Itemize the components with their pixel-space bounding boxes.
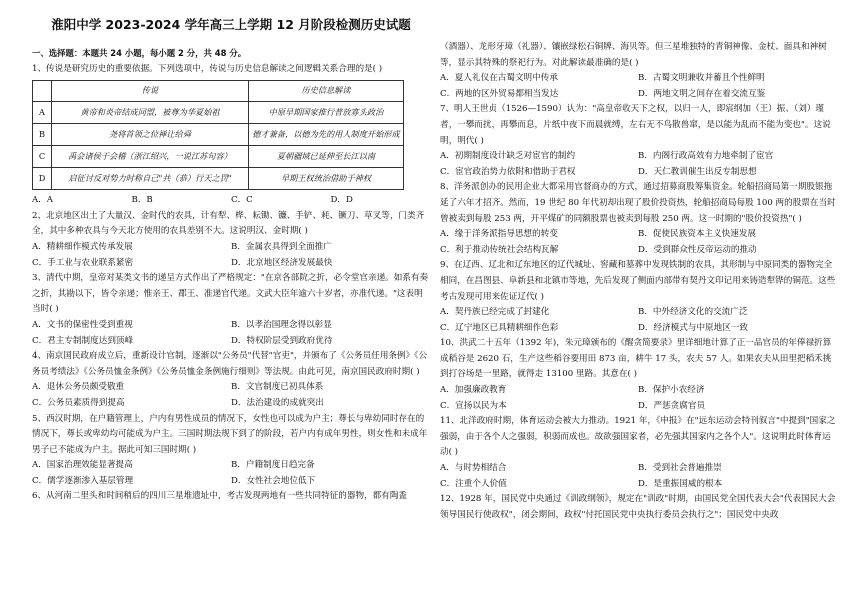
option-d[interactable]: D．女性社会地位低下 xyxy=(231,475,316,486)
row-legend: 启征讨反对势力时称自己"共（恭）行天之罚" xyxy=(52,168,249,190)
table-row xyxy=(33,146,404,168)
question-11-stem: 11、北洋政府时期，体育运动会被大力推动。1921 年，《申报》在"远东运动会特刊叙言"中提到"国家之强弱，由于各个人之强弱，积弱而成也。故欲强国家者，必先强其国家内之各个人"。这说明此时体育运动( ) xyxy=(440,416,836,458)
option-c[interactable]: C．公务员素质得到提高 xyxy=(32,397,125,408)
option-b[interactable]: B．B xyxy=(131,195,153,206)
option-c[interactable]: C．儒学逐渐渗入基层管理 xyxy=(32,475,134,486)
question-1-options xyxy=(32,193,430,209)
question-2-options xyxy=(32,240,430,271)
question-7-stem: 7、明人王世贞（1526—1590）认为："高皇帝收天下之权，以归一人，即宸纲加（王）振、（刘）瑾者，一攀而扰，再攀而息，片纸中夜下而晨就缚，左右无不鸟散兽窜，是以能为乱而不能为变也"。这说明，明代( ) xyxy=(440,104,831,146)
option-b[interactable]: B．金属农具得到全面推广 xyxy=(231,241,332,252)
option-c[interactable]: C．两地的区外贸易都相当发达 xyxy=(440,88,559,99)
question-5-options xyxy=(32,458,430,489)
option-b[interactable]: B．受到社会普遍推崇 xyxy=(638,463,722,474)
right-column xyxy=(440,40,836,523)
row-key: B xyxy=(33,124,52,146)
option-d[interactable]: D．北京地区经济发展最快 xyxy=(231,257,333,268)
option-d[interactable]: D．D xyxy=(330,195,353,206)
section-heading: 一、选择题：本题共 24 小题，每小题 2 分，共 48 分。 xyxy=(32,48,247,58)
option-a[interactable]: A．退休公务员颇受敬重 xyxy=(32,382,125,393)
question-9-stem: 9、在辽西、辽北和辽东地区的辽代城址、窖藏和墓葬中发现铁制的农具，其形制与中原同类的器物完全相同，在昌图县、阜新县和北镇市等地，先后发现了侧面内部带有契丹文印记用来铸造犁铧的铜范。这些考古发现可用来佐证辽代( ) xyxy=(440,260,836,302)
option-b[interactable]: B．古蜀文明兼收并蓄且个性鲜明 xyxy=(638,73,765,84)
option-a[interactable]: A．国家治理效能显著提高 xyxy=(32,460,133,471)
option-b[interactable]: B．内阁行政高效有力地牵制了宦官 xyxy=(638,151,774,162)
question-12-stem: 12、1928 年，国民党中央通过《训政纲领》，规定在"训政"时期，由国民党全国代表大会"代表国民大会领导国民行使政权"，闭会期间，政权"付托国民党中央执行委员会执行之"；国民党中央政 xyxy=(440,494,836,520)
option-a[interactable]: A．精耕细作模式传承发展 xyxy=(32,241,133,252)
option-b[interactable]: B．促使民族资本主义快速发展 xyxy=(638,229,757,240)
option-a[interactable]: A．缘于洋务派指导思想的转变 xyxy=(440,229,558,240)
row-reading: 早期王权统治借助于神权 xyxy=(249,168,404,190)
option-a[interactable]: A．初期制度设计缺乏对宦官的制约 xyxy=(440,151,576,162)
question-2-stem: 2、北京地区出土了大量汉、金时代的农具，计有犁、桦、耘锄、镰、手铲、耗、镢刀、草叉等，门类齐全，其中多种农具与今天北方使用的农具差别不大。这说明汉、金时期( ) xyxy=(32,210,425,237)
exam-title: 淮阳中学 2023-2024 学年高三上学期 12 月阶段检测历史试题 xyxy=(51,17,411,32)
option-c[interactable]: C．手工业与农业联系紧密 xyxy=(32,257,134,268)
question-11-options xyxy=(440,461,836,492)
option-d[interactable]: D．两地文明之间存在着交流互鉴 xyxy=(638,88,766,99)
option-a[interactable]: A．文书的保密性受到重视 xyxy=(32,319,133,330)
option-b[interactable]: B．中外经济文化的交流广泛 xyxy=(638,307,748,318)
option-d[interactable]: D．法治建设的成就突出 xyxy=(231,397,324,408)
option-c[interactable]: C．宣扬以民为本 xyxy=(440,400,507,411)
question-7-options xyxy=(440,149,836,180)
left-column xyxy=(32,0,430,505)
option-d[interactable]: D．是重振国威的根本 xyxy=(638,478,723,489)
option-c[interactable]: C．C xyxy=(231,195,253,206)
question-3-options xyxy=(32,318,430,349)
row-reading: 中原早期国家推行普放寡头政治 xyxy=(249,102,404,124)
option-a[interactable]: A．加强廉政教育 xyxy=(440,385,507,396)
option-b[interactable]: B．以孝治国理念得以彰显 xyxy=(231,319,332,330)
question-1-table xyxy=(32,80,404,190)
row-legend: 禹会诸侯于会稽（浙江绍兴，一说江苏句容） xyxy=(52,146,249,168)
question-6-options xyxy=(440,71,836,102)
table-corner-cell xyxy=(33,81,52,102)
row-key: A xyxy=(33,102,52,124)
option-c[interactable]: C．注重个人价值 xyxy=(440,478,507,489)
option-a[interactable]: A．夏人礼仪在古蜀文明中传承 xyxy=(440,73,558,84)
question-3-stem: 3、清代中期，皇帝对某类文书的递呈方式作出了严格规定："在京各部院之折，必令堂官亲递。如系有奏之折，其勘以下，皆令亲递；惟亲王、郡王、准递官代递。文武大臣年逾六十岁者，亦准代递。"这表明当时( ) xyxy=(32,273,429,315)
table-row xyxy=(33,124,404,146)
option-a[interactable]: A．A xyxy=(32,195,54,206)
question-9-options xyxy=(440,305,836,336)
option-d[interactable]: D．受到群众性反帝运动的推动 xyxy=(638,244,757,255)
question-6-stem-cont: （酒器）、龙形牙璋（礼器）、镶嵌绿松石铜牌、海贝等。但三星堆独特的青铜神像、金杖、面具和神树等，显示其特殊的祭祀行为。对此解读最准确的是( ) xyxy=(440,42,827,68)
option-b[interactable]: B．保护小农经济 xyxy=(638,385,705,396)
option-d[interactable]: D．严惩贪腐官员 xyxy=(638,400,706,411)
question-4-stem: 4、南京国民政府成立后，重新设计官制，逐渐以"公务员"代替"官吏"，并颁布了《公务员任用条例》《公务员考绩法》《公务员恤金条例》《公务员恤金条例施行细则》等法规。由此可见，南京国民政府时期( ) xyxy=(32,351,428,377)
question-8-stem: 8、洋务派创办的民用企业大都采用官督商办的方式，通过招募商股筹集资金。轮船招商局第一期股银拖延了六年才招齐。然而，19 世纪 80 年代初却出现了股价投资热，轮船招商局每股 100 两的股票在当时曾被卖到每股 253 两，开平煤矿的同额股票也被卖到每股 250 两。这一时期的"股价投资热"( ) xyxy=(440,182,836,224)
table-header-legend: 传说 xyxy=(52,81,249,102)
row-legend: 尧将首领之位禅让给舜 xyxy=(52,124,249,146)
option-a[interactable]: A．契丹族已经完成了封建化 xyxy=(440,307,550,318)
question-6-stem-start: 6、从河南二里头和时间稍后的四川三星堆遗址中，考古发现两地有一些共同特征的器物，都有陶盉 xyxy=(32,491,408,502)
table-row xyxy=(33,102,404,124)
option-a[interactable]: A．与时势相结合 xyxy=(440,463,507,474)
option-d[interactable]: D．天仁教训催生出反专制思想 xyxy=(638,166,757,177)
table-header-reading: 历史信息解读 xyxy=(249,81,404,102)
option-b[interactable]: B．户籍制度日趋完备 xyxy=(231,460,315,471)
option-d[interactable]: D．特权阶层受到政府优待 xyxy=(231,335,333,346)
row-key: D xyxy=(33,168,52,190)
option-c[interactable]: C．君主专制制度达到顶峰 xyxy=(32,335,134,346)
option-b[interactable]: B．文官制度已初具体系 xyxy=(231,382,324,393)
question-1-stem: 1、传说是研究历史的重要依据。下列选项中，传说与历史信息解读之间逻辑关系合理的是( ) xyxy=(32,63,383,74)
option-c[interactable]: C．利于推动传统社会结构瓦解 xyxy=(440,244,559,255)
table-row xyxy=(33,168,404,190)
question-5-stem: 5、西汉时期，在户籍管理上，户内有男性成员的情况下，女性也可以成为户主；尊长与卑幼同时存在的情况下，尊长或卑幼均可能成为户主。三国时期法规下到了的阶段，若户内有成年男性，则女性和未成年男子已不能成为户主。据此可知三国时期( ) xyxy=(32,413,428,455)
row-legend: 黄帝和炎帝结成同盟，被尊为华夏始祖 xyxy=(52,102,249,124)
row-key: C xyxy=(33,146,52,168)
option-c[interactable]: C．宦官政治势力依附和借助于君权 xyxy=(440,166,576,177)
question-4-options xyxy=(32,380,430,411)
question-10-stem: 10、洪武二十五年（1392 年)，朱元璋颁布的《醒贪简要录》里详细地计算了正一品官员的年俸禄折算成稻谷是 2620 石，生产这些稻谷要用田 873 亩，耕牛 17 头，农夫 57 人。如果农夫从田里把稻禾挑到打谷场是一里路，就得走 13100 里路。其意在( ) xyxy=(440,338,832,380)
option-c[interactable]: C．辽宁地区已具精耕细作色彩 xyxy=(440,322,559,333)
row-reading: 夏朝疆域已延伸至长江以南 xyxy=(249,146,404,168)
question-10-options xyxy=(440,383,836,414)
question-8-options xyxy=(440,227,836,258)
option-d[interactable]: D．经济模式与中原地区一致 xyxy=(638,322,749,333)
row-reading: 德才兼备，以德为先的用人制度开始形成 xyxy=(249,124,404,146)
